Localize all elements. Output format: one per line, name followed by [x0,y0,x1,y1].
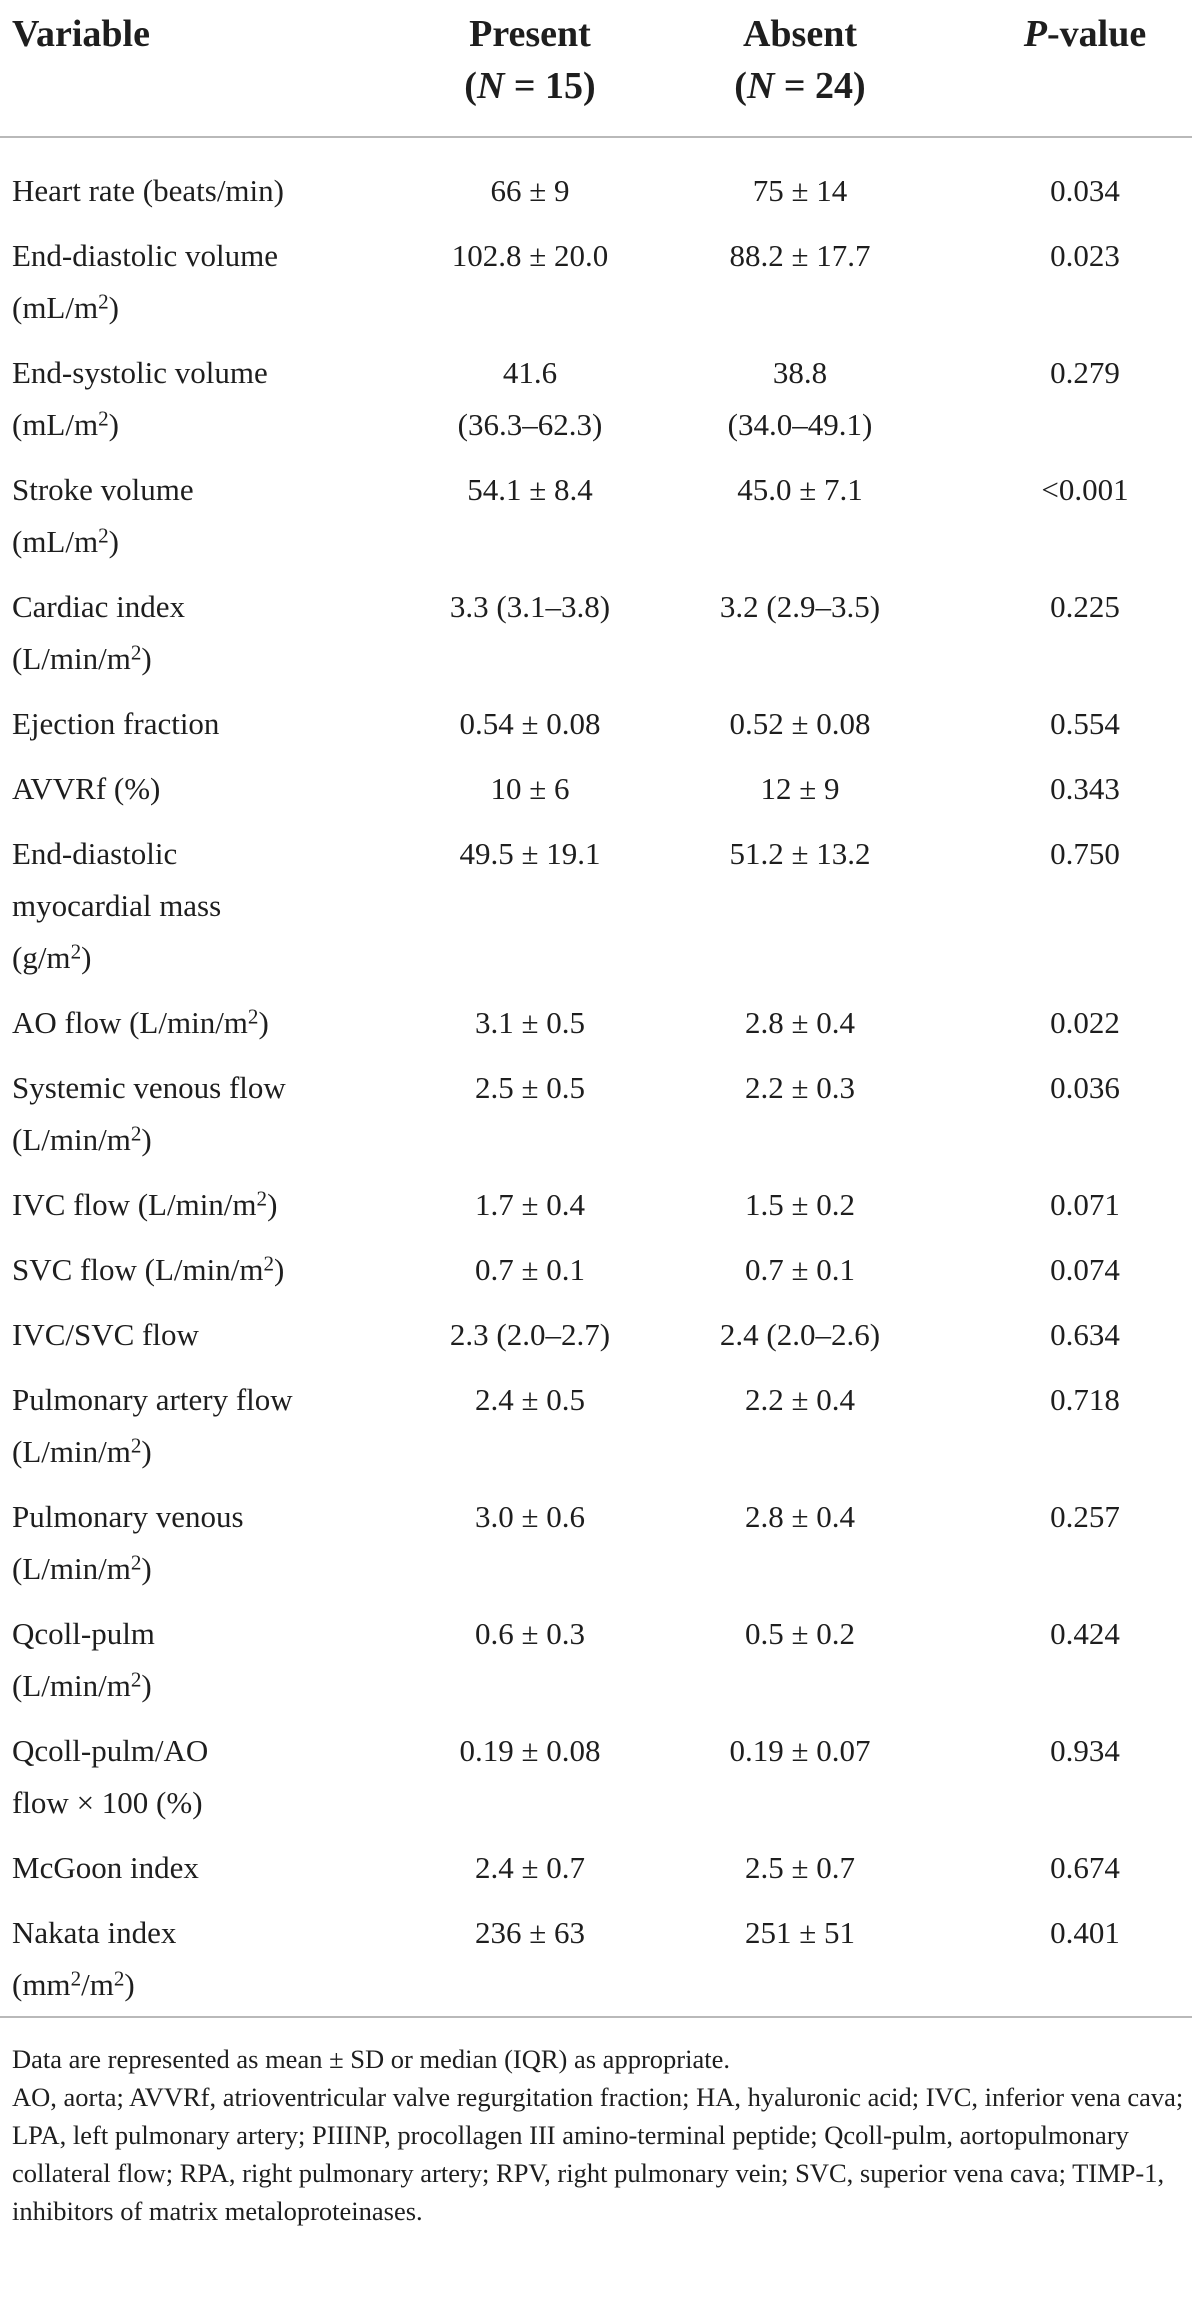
cell-pvalue: 0.074 [1050,1252,1120,1287]
cell-pvalue: 0.424 [1050,1616,1120,1651]
cell-variable-line: AVVRf (%) [12,771,161,806]
cell-present-line: 2.3 (2.0–2.7) [449,1317,611,1352]
cell-absent [640,1309,960,1361]
cell-absent [640,1608,960,1660]
cell-absent [640,1491,960,1543]
cell-absent-line: 2.8 ± 0.4 [744,1005,855,1040]
cell-absent [640,581,960,633]
cell-absent [640,1179,960,1231]
table-header [0,0,1200,140]
cell-variable-line: $(g/m^2)$ [12,939,92,975]
cell-pvalue: 0.257 [1050,1499,1120,1534]
cell-pvalue: 0.225 [1050,589,1120,624]
cell-variable-line: Nakata index [12,1915,177,1950]
cell-present-line: 2.4 ± 0.5 [474,1382,585,1417]
header-present-label: Present [469,13,591,55]
cell-variable-line: End-diastolic volume [12,238,279,273]
cell-present-line: 66 ± 9 [490,173,570,208]
cell-absent-line: 3.2 (2.9–3.5) [719,589,881,624]
cell-variable-line: $(mL/m^2)$ [12,406,119,442]
cell-present-line: 10 ± 6 [490,771,570,806]
cell-absent [640,1244,960,1296]
cell-absent [640,828,960,880]
footnote-note: Data are represented as mean ± SD or median (IQR) as appropriate. [12,2044,730,2074]
cell-absent-line: 0.7 ± 0.1 [744,1252,855,1287]
cell-absent-line: 2.2 ± 0.4 [744,1382,855,1417]
cell-variable-line: $(L/\min/m^2)$ [12,1550,152,1586]
cell-variable [12,1725,208,1829]
cell-variable-line: IVC/SVC flow [12,1317,199,1352]
cell-absent [640,763,960,815]
header-absent-n: (N = 24) [734,65,866,107]
cell-variable-line: $(mL/m^2)$ [12,523,119,559]
cell-absent [640,1062,960,1114]
cell-present-line: 3.1 ± 0.5 [474,1005,585,1040]
cell-variable [12,464,194,568]
cell-absent-line: 2.2 ± 0.3 [744,1070,855,1105]
cell-pvalue: 0.022 [1050,1005,1120,1040]
cell-present-line: 3.3 (3.1–3.8) [449,589,611,624]
cell-variable-line: IVC flow $(L/\min/m^2)$ [12,1186,278,1222]
cell-absent [640,997,960,1049]
cell-absent-line: 75 ± 14 [752,173,848,208]
cell-variable-line: $(mL/m^2)$ [12,289,119,325]
cell-variable-line: End-diastolic [12,836,178,871]
cell-absent-line: 51.2 ± 13.2 [729,836,871,871]
cell-pvalue: 0.634 [1050,1317,1120,1352]
cell-variable [12,828,221,984]
cell-pvalue: 0.279 [1050,355,1120,390]
cell-variable-line: Heart rate (beats/min) [12,173,284,208]
cell-variable-line: Pulmonary artery flow [12,1382,293,1417]
cell-absent-line: 0.19 ± 0.07 [729,1733,871,1768]
cell-variable [12,1907,176,2011]
cell-variable [12,1179,277,1231]
cell-variable-line: Qcoll-pulm [12,1616,155,1651]
cell-absent [640,1907,960,1959]
cell-variable [12,581,185,685]
cell-variable [12,1842,199,1894]
cell-pvalue: 0.750 [1050,836,1120,871]
cell-variable [12,347,268,451]
cell-variable [12,1374,293,1478]
cell-absent [640,698,960,750]
cell-variable-line: $(L/\min/m^2)$ [12,1121,152,1157]
cell-pvalue: 0.718 [1050,1382,1120,1417]
cell-pvalue: <0.001 [1041,472,1129,507]
cell-variable-line: $(mm^2/m^2)$ [12,1966,135,2002]
cell-present-line: 0.6 ± 0.3 [474,1616,585,1651]
cell-absent [640,347,960,451]
cell-pvalue: 0.401 [1050,1915,1120,1950]
cell-absent-line: 251 ± 51 [744,1915,855,1950]
header-present-n: (N = 15) [464,65,596,107]
cell-variable-line: Stroke volume [12,472,194,507]
table-footnote [12,2040,1190,2230]
cell-absent-line: 88.2 ± 17.7 [729,238,871,273]
cell-variable [12,1244,284,1296]
cell-variable-line: Pulmonary venous [12,1499,244,1534]
cell-present-line: 3.0 ± 0.6 [474,1499,585,1534]
cell-present-line: (36.3–62.3) [457,407,603,442]
cell-absent [640,1374,960,1426]
cell-present-line: 49.5 ± 19.1 [459,836,601,871]
cell-pvalue: 0.674 [1050,1850,1120,1885]
cell-present-line: 54.1 ± 8.4 [467,472,593,507]
cell-variable-line: AO flow $(L/\min/m^2)$ [12,1004,269,1040]
cell-variable [12,997,269,1049]
cell-present-line: 0.19 ± 0.08 [459,1733,601,1768]
footnote-abbreviations: AO, aorta; AVVRf, atrioventricular valve regurgitation fraction; HA, hyaluronic acid; IVC, inferior vena cava; LPA, left pulmonary artery; PIIINP, procollagen III amino-terminal peptide; Qcoll-pulm, aortopulmonary collateral flow; RPA, right pulmonary artery; RPV, right pulmonary vein; SVC, superior vena cava; TIMP-1, inhibitors of matrix metaloproteinases. [12,2082,1184,2226]
cell-variable [12,1491,244,1595]
cell-absent-line: 0.5 ± 0.2 [744,1616,855,1651]
cell-absent [640,464,960,516]
cell-variable [12,1608,155,1712]
cell-variable-line: Systemic venous flow [12,1070,286,1105]
cell-pvalue: 0.036 [1050,1070,1120,1105]
cell-variable [12,230,278,334]
footer-divider [0,2016,1192,2018]
cell-absent-line: 45.0 ± 7.1 [737,472,863,507]
cell-absent-line: (34.0–49.1) [727,407,873,442]
cell-pvalue: 0.071 [1050,1187,1120,1222]
cell-present-line: 236 ± 63 [474,1915,585,1950]
header-variable: Variable [12,13,150,55]
cell-absent-line: 2.8 ± 0.4 [744,1499,855,1534]
cell-present-line: 102.8 ± 20.0 [451,238,609,273]
cell-absent [640,165,960,217]
cell-absent [640,1725,960,1777]
cell-variable [12,763,160,815]
cell-present-line: 0.7 ± 0.1 [474,1252,585,1287]
cell-variable [12,1062,286,1166]
cell-variable-line: SVC flow $(L/\min/m^2)$ [12,1251,285,1287]
cell-absent-line: 2.5 ± 0.7 [744,1850,855,1885]
cell-variable-line: Ejection fraction [12,706,220,741]
cell-variable-line: Qcoll-pulm/AO [12,1733,209,1768]
cell-pvalue: 0.934 [1050,1733,1120,1768]
header-divider [0,136,1192,138]
cell-variable [12,165,284,217]
cell-present-line: 1.7 ± 0.4 [474,1187,585,1222]
cell-variable-line: McGoon index [12,1850,199,1885]
cell-present-line: 2.5 ± 0.5 [474,1070,585,1105]
header-pvalue: P-value [1023,13,1147,55]
header-absent [640,8,960,112]
cell-absent [640,1842,960,1894]
cell-variable-line: $(L/\min/m^2)$ [12,1667,152,1703]
cell-pvalue: 0.023 [1050,238,1120,273]
cell-variable-line: flow × 100 (%) [12,1785,203,1820]
cell-present-line: 2.4 ± 0.7 [474,1850,585,1885]
cell-pvalue: 0.554 [1050,706,1120,741]
cell-variable-line: Cardiac index [12,589,186,624]
cell-variable-line: myocardial mass [12,888,222,923]
cell-variable-line: $(L/\min/m^2)$ [12,1433,152,1469]
cell-absent-line: 1.5 ± 0.2 [744,1187,855,1222]
cell-absent-line: 38.8 [772,355,828,390]
cell-present-line: 0.54 ± 0.08 [459,706,601,741]
cell-variable-line: End-systolic volume [12,355,268,390]
cell-variable-line: $(L/\min/m^2)$ [12,640,152,676]
cell-pvalue: 0.034 [1050,173,1120,208]
cell-variable [12,1309,199,1361]
cell-absent-line: 0.52 ± 0.08 [729,706,871,741]
cell-absent [640,230,960,282]
header-absent-label: Absent [742,13,858,55]
cell-absent-line: 12 ± 9 [760,771,840,806]
cell-absent-line: 2.4 (2.0–2.6) [719,1317,881,1352]
cell-present-line: 41.6 [502,355,558,390]
cell-pvalue: 0.343 [1050,771,1120,806]
cell-variable [12,698,219,750]
